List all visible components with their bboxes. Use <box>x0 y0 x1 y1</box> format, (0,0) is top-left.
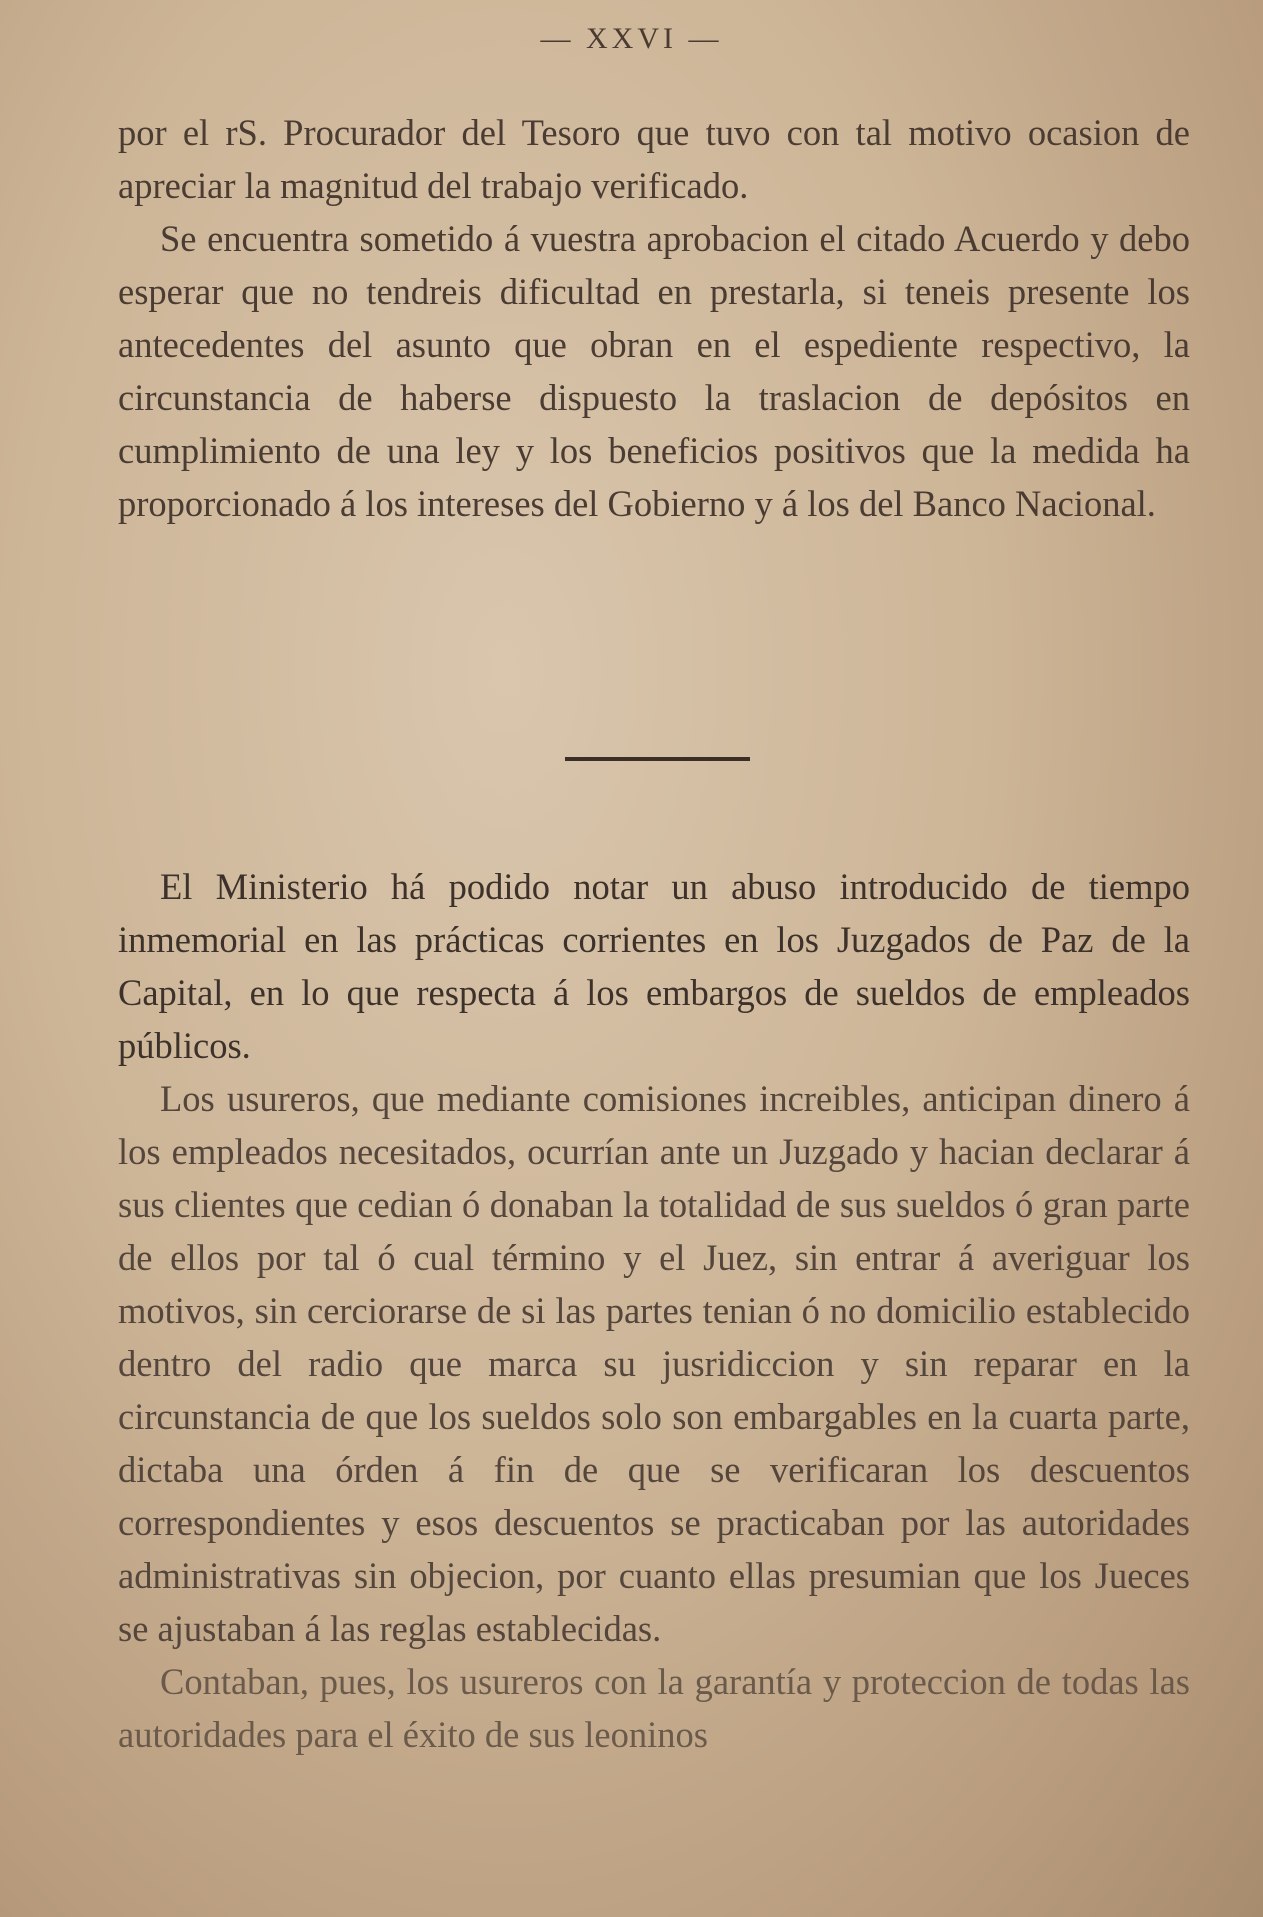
paragraph: por el rS. Procurador del Tesoro que tuvo con tal motivo ocasion de apreciar la magnitud del trabajo verificado. <box>118 112 1190 206</box>
section-1 <box>118 106 1190 530</box>
paragraph: Los usureros, que mediante comisiones increibles, anticipan dinero á los empleados necesitados, ocurrían ante un Juzgado y hacian declarar á sus clientes que cedian ó donaban la totalidad de sus sueldos ó gran parte de ellos por tal ó cual término y el Juez, sin entrar á averiguar los motivos, sin cerciorarse de si las partes tenian ó no domicilio establecido dentro del radio que marca su jusridiccion y sin reparar en la circunstancia de que los sueldos solo son embargables en la cuarta parte, dictaba una órden á fin de que se verificaran los descuentos correspondientes y esos descuentos se practicaban por las autoridades administrativas sin objecion, por cuanto ellas presumian que los Jueces se ajustaban á las reglas establecidas. <box>118 1078 1190 1649</box>
page-number: — XXVI — <box>540 22 723 55</box>
paragraph: El Ministerio há podido notar un abuso introducido de tiempo inmemorial en las prácticas corrientes en los Juzgados de Paz de la Capital, en lo que respecta á los embargos de sueldos de empleados públicos. <box>118 866 1190 1066</box>
paragraph: Contaban, pues, los usureros con la garantía y proteccion de todas las autoridades para el éxito de sus leoninos <box>118 1661 1190 1755</box>
paragraph: Se encuentra sometido á vuestra aprobacion el citado Acuerdo y debo esperar que no tendreis dificultad en prestarla, si teneis presente los antecedentes del asunto que obran en el espediente respectivo, la circunstancia de haberse dispuesto la traslacion de depósitos en cumplimiento de una ley y los beneficios positivos que la medida ha proporcionado á los intereses del Gobierno y á los del Banco Nacional. <box>118 218 1190 524</box>
section-2 <box>118 860 1190 1761</box>
section-divider <box>565 757 750 761</box>
